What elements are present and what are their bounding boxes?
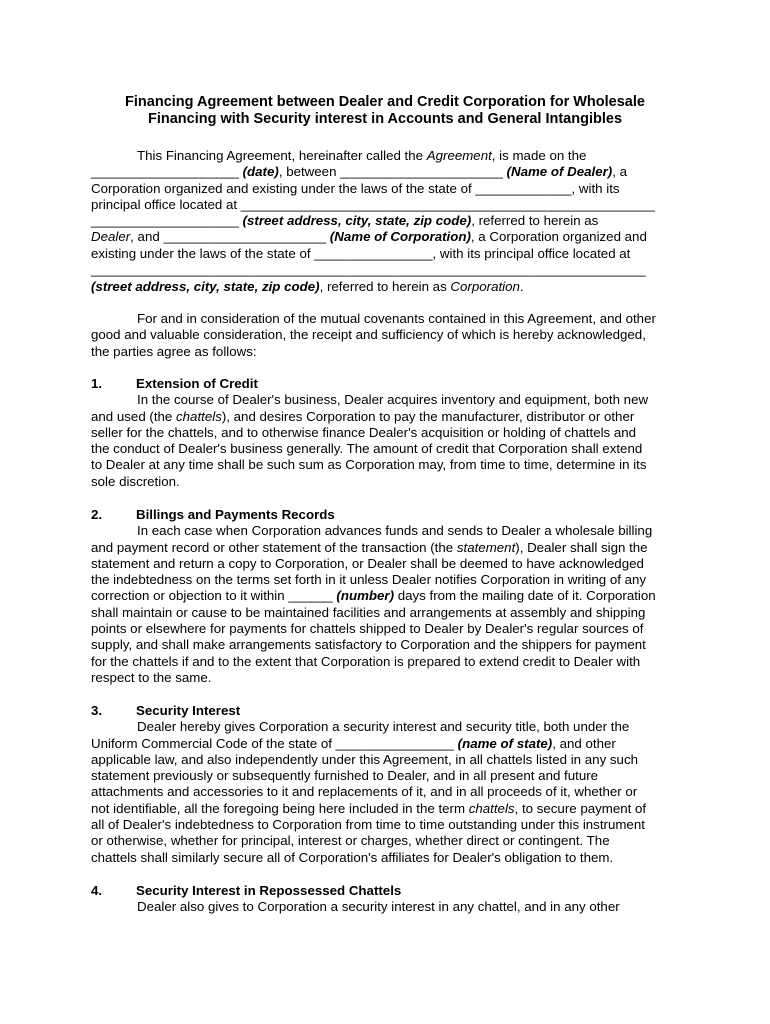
document-title: [0, 94, 770, 128]
section-4: 4. Security Interest in Repossessed Chattels Dealer also gives to Corporation a security interest in any chattel, and in any other: [91, 883, 691, 916]
section-2: 2. Billings and Payments Records In each case when Corporation advances funds and sends to Dealer a wholesale billing and payment record or other statement of the transaction (the statement), Dealer shall sign the statement and return a copy to Corporation, or Dealer shall be deemed to have acknowledged the indebtedness on the terms set forth in it unless Dealer notifies Corporation in writing of any correction or objection to it within ______ (number) days from the mailing date of it. Corporation shall maintain or cause to be maintained facilities and arrangements at assembly and shipping points or elsewhere for payments for chattels shipped to Dealer by Dealer's regular sources of supply, and shall make arrangements satisfactory to Corporation and the shippers for payment for the chattels if and to the extent that Corporation is prepared to extend credit to Dealer with respect to the same.: [91, 507, 691, 686]
title-line-1: Financing Agreement between Dealer and Credit Corporation for Wholesale: [125, 94, 645, 110]
section-2-heading: 2. Billings and Payments Records: [91, 507, 335, 522]
consideration-paragraph: For and in consideration of the mutual covenants contained in this Agreement, and other good and valuable consideration, the receipt and sufficiency of which is hereby acknowledged, the parties agree as follows:: [91, 311, 656, 359]
intro-paragraph: This Financing Agreement, hereinafter called the Agreement, is made on the ____________________ (date), between ______________________ (Name of Dealer), a Corporation organized and existing under the laws of the state of _____________, with its principal office located at ________________________________________________________ ____________________ (street address, city, state, zip code), referred to herein as Dealer, and ______________________ (Name of Corporation), a Corporation organized and existing under the laws of the state of ________________, with its principal office located at ___________________________________________________________________________ (street address, city, state, zip code), referred to herein as Corporation.: [91, 148, 655, 295]
section-4-heading: 4. Security Interest in Repossessed Chattels: [91, 883, 402, 898]
section-3-heading: 3. Security Interest: [91, 703, 241, 718]
section-3: 3. Security Interest Dealer hereby gives Corporation a security interest and security title, both under the Uniform Commercial Code of the state of ________________ (name of state), and other applicable law, and also independently under this Agreement, in all chattels listed in any such statement previously or subsequently furnished to Dealer, and in all present and future attachments and accessories to it and replacements of it, and in all proceeds of it, whether or not identifiable, all the foregoing being here included in the term chattels, to secure payment of all of Dealer's indebtedness to Corporation from time to time outstanding under this instrument or otherwise, whether for principal, interest or charges, whether direct or contingent. The chattels shall similarly secure all of Corporation's affiliates for Dealer's obligation to them.: [91, 703, 691, 866]
section-1: 1. Extension of Credit In the course of Dealer's business, Dealer acquires inventory and equipment, both new and used (the chattels), and desires Corporation to pay the manufacturer, distributor or other seller for the chattels, and to otherwise finance Dealer's acquisition or holding of chattels and the conduct of Dealer's business generally. The amount of credit that Corporation shall extend to Dealer at any time shall be such sum as Corporation may, from time to time, determine in its sole discretion.: [91, 376, 691, 490]
title-line-2: Financing with Security interest in Accounts and General Intangibles: [147, 111, 623, 127]
section-1-heading: 1. Extension of Credit: [91, 376, 258, 391]
